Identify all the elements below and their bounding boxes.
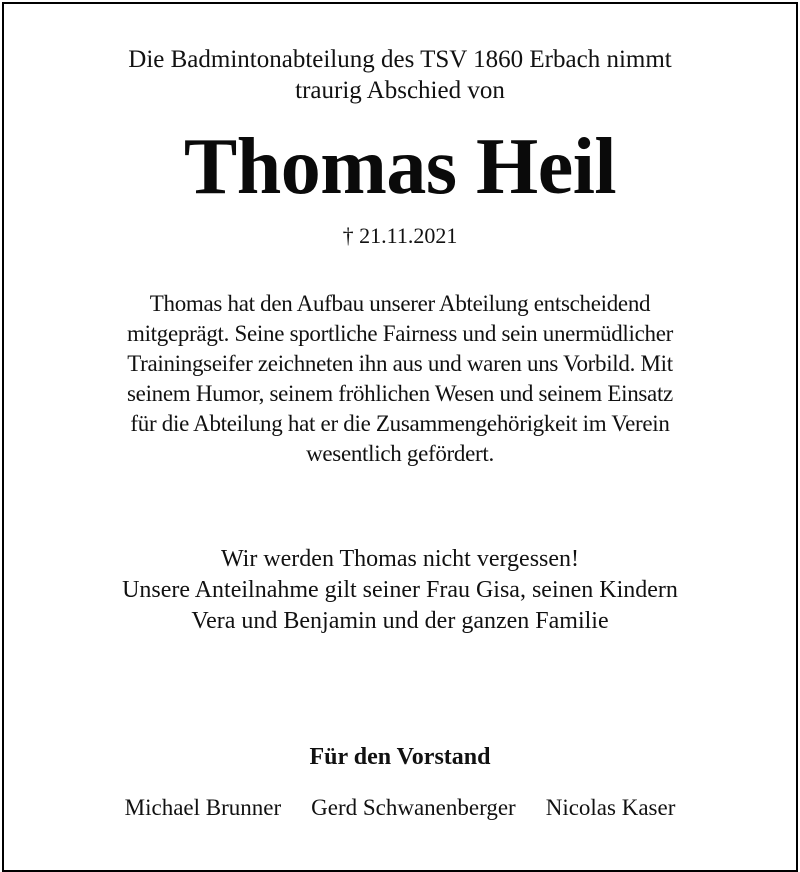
deceased-name: Thomas Heil <box>183 123 617 211</box>
tribute-line: für die Abteilung hat er die Zusammengehörigkeit im Verein <box>130 411 670 436</box>
tribute-line: wesentlich gefördert. <box>306 441 494 466</box>
intro-line: traurig Abschied von <box>295 77 505 104</box>
death-date: † 21.11.2021 <box>342 223 458 248</box>
signatory-name: Nicolas Kaser <box>545 795 676 820</box>
tribute-text <box>4 289 796 469</box>
tribute-line: mitgeprägt. Seine sportliche Fairness und sein unermüdlicher <box>126 321 673 346</box>
tribute-line: Thomas hat den Aufbau unserer Abteilung entscheidend <box>149 291 651 316</box>
board-title: Für den Vorstand <box>309 744 491 770</box>
tribute-line: seinem Humor, seinem fröhlichen Wesen und seinem Einsatz <box>127 381 673 406</box>
intro-line: Die Badmintonabteilung des TSV 1860 Erbach nimmt <box>128 46 672 73</box>
condolence-line: Unsere Anteilnahme gilt seiner Frau Gisa, seinen Kindern <box>122 577 678 603</box>
signatory-name: Michael Brunner <box>124 795 282 820</box>
tribute-line: Trainingseifer zeichneten ihn aus und waren uns Vorbild. Mit <box>127 351 673 376</box>
condolence-line: Wir werden Thomas nicht vergessen! <box>220 546 580 572</box>
signatory-name: Gerd Schwanenberger <box>311 795 516 820</box>
condolence-text <box>4 544 796 637</box>
intro-text <box>4 44 796 106</box>
condolence-line: Vera und Benjamin und der ganzen Familie <box>191 608 609 634</box>
signatories <box>4 793 796 823</box>
obituary-notice <box>2 2 798 872</box>
